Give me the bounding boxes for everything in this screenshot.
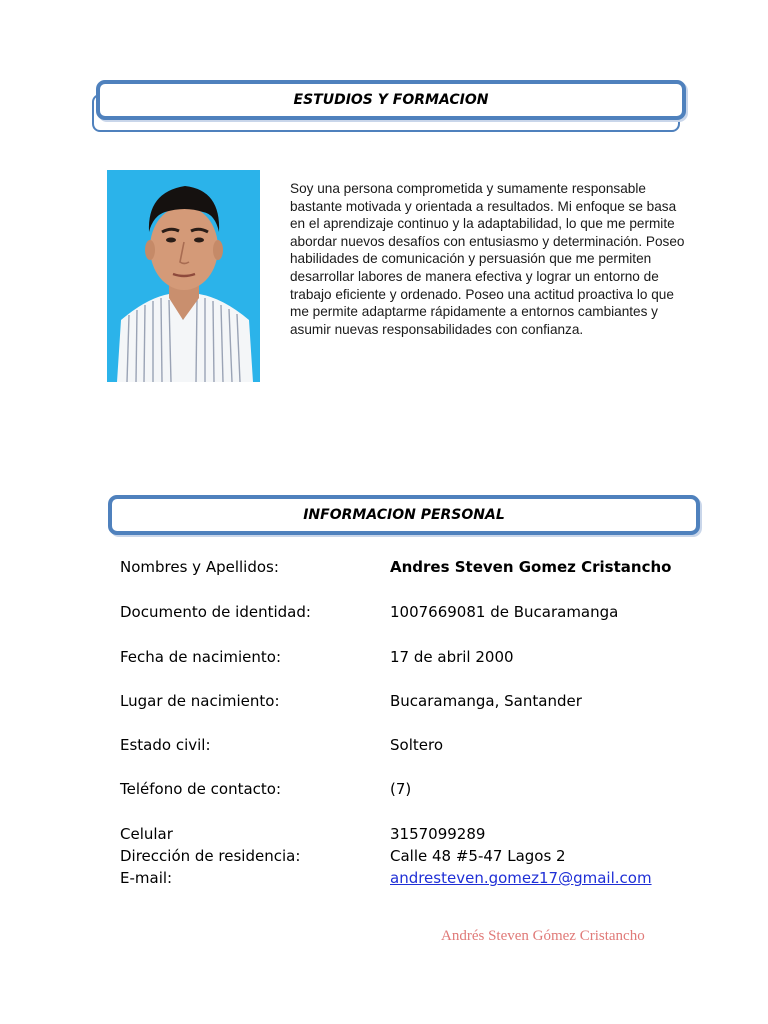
info-label: E-mail: xyxy=(120,869,173,887)
portrait-illustration xyxy=(107,170,260,382)
info-label: Nombres y Apellidos: xyxy=(120,558,279,576)
info-label: Celular xyxy=(120,825,173,843)
info-label: Estado civil: xyxy=(120,736,211,754)
email-link[interactable]: andresteven.gomez17@gmail.com xyxy=(390,869,652,887)
section-header-education xyxy=(96,80,686,120)
info-value: Bucaramanga, Santander xyxy=(390,692,582,710)
signature: Andrés Steven Gómez Cristancho xyxy=(441,928,645,944)
profile-photo xyxy=(107,170,260,382)
info-value: 17 de abril 2000 xyxy=(390,648,514,666)
section-title: ESTUDIOS Y FORMACION xyxy=(293,92,489,108)
info-label: Dirección de residencia: xyxy=(120,847,301,865)
profile-summary: Soy una persona comprometida y sumamente responsable bastante motivada y orientada a resultados. Mi enfoque se basa en el aprendizaje continuo y la adaptabilidad, lo que me permite abordar nuevos desafíos con entusiasmo y determinación. Poseo habilidades de comunicación y persuasión que me permiten desarrollar labores de manera efectiva y lograr un entorno de trabajo eficiente y ordenado. Poseo una actitud proactiva lo que me permite adaptarme rápidamente a entornos cambiantes y asumir nuevas responsabilidades con confianza. xyxy=(290,181,685,337)
info-value: Calle 48 #5-47 Lagos 2 xyxy=(390,847,566,865)
section-title: INFORMACION PERSONAL xyxy=(303,507,505,523)
info-value: 1007669081 de Bucaramanga xyxy=(390,603,619,621)
section-header-personal-info xyxy=(108,495,700,535)
info-value: (7) xyxy=(390,780,412,798)
info-value-name: Andres Steven Gomez Cristancho xyxy=(390,558,672,576)
info-label: Fecha de nacimiento: xyxy=(120,648,282,666)
info-label: Teléfono de contacto: xyxy=(120,780,282,798)
info-label: Documento de identidad: xyxy=(120,603,311,621)
info-value: Soltero xyxy=(390,736,443,754)
info-label: Lugar de nacimiento: xyxy=(120,692,280,710)
info-value: 3157099289 xyxy=(390,825,486,843)
